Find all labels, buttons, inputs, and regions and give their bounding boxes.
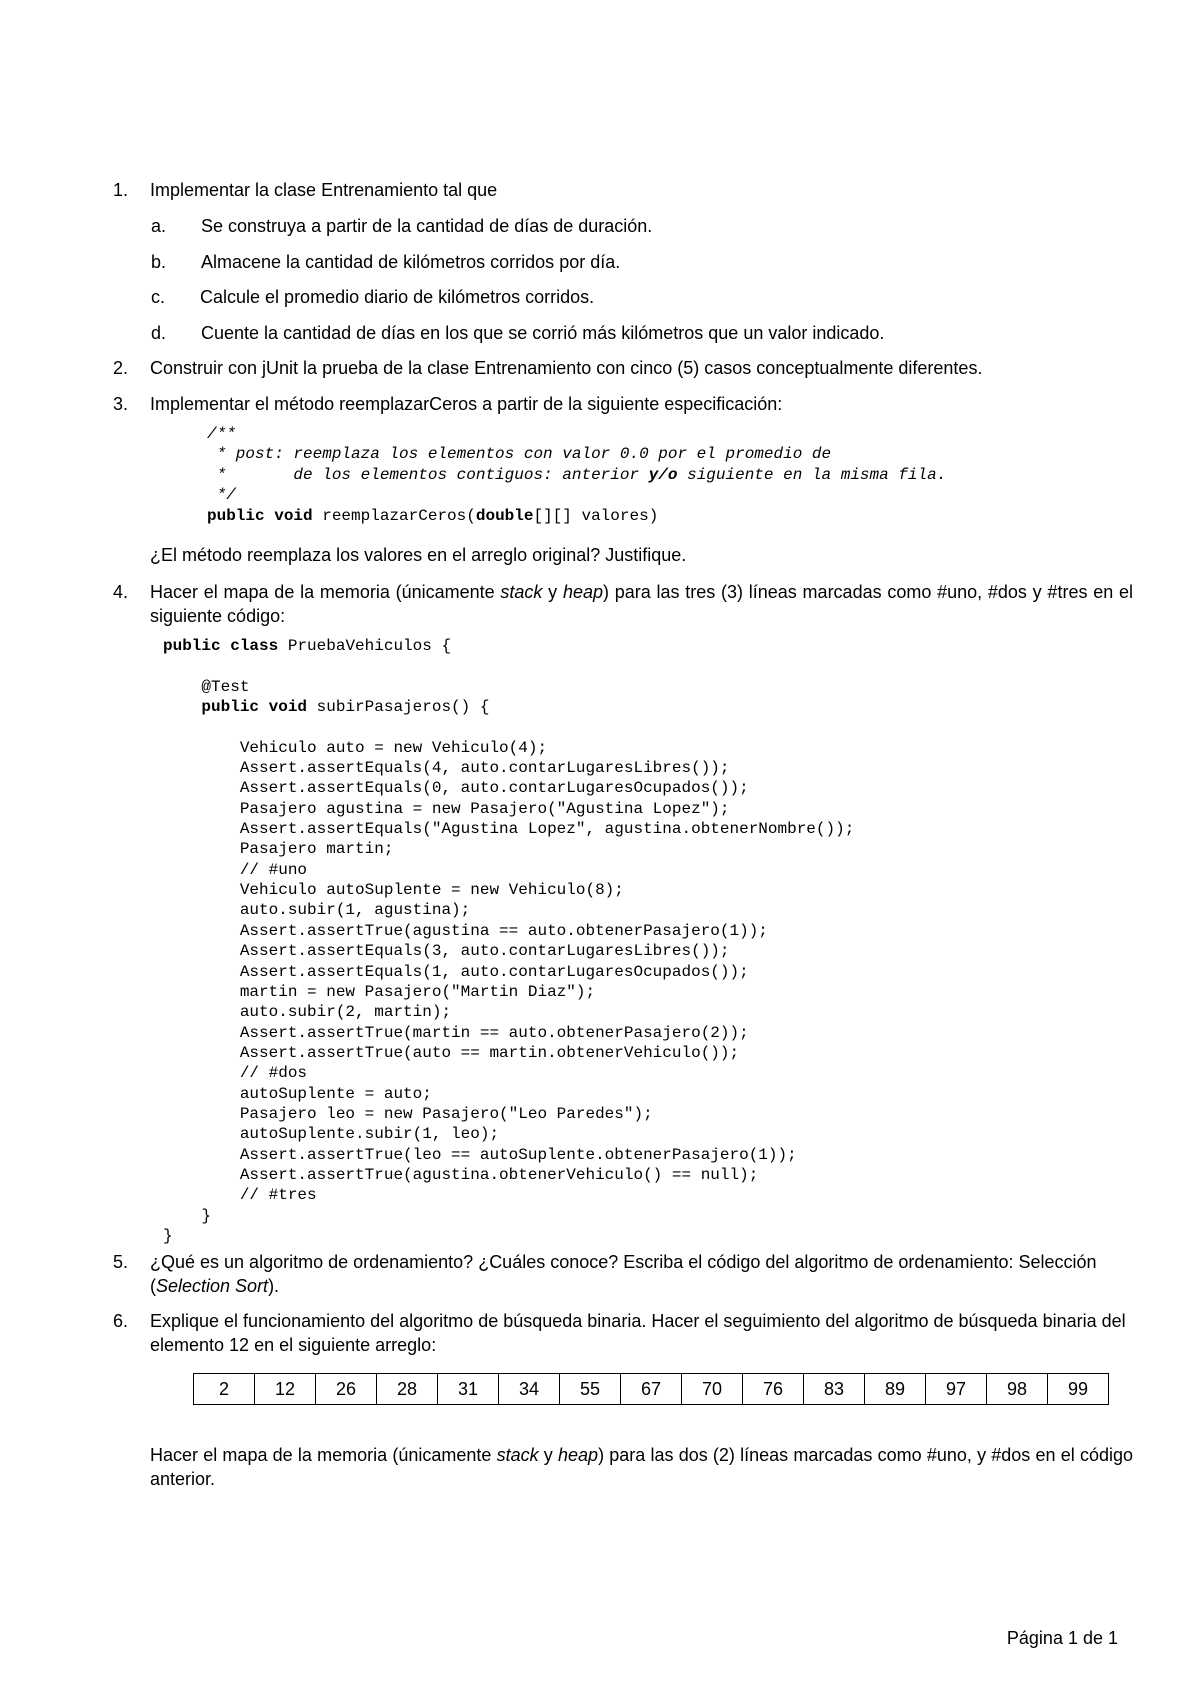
array-cell: 83	[804, 1374, 865, 1405]
code-line: * de los elementos contiguos: anterior y/o siguiente en la misma fila.	[207, 465, 947, 484]
array-cell: 76	[743, 1374, 804, 1405]
question-3-followup: ¿El método reemplaza los valores en el arreglo original? Justifique.	[150, 545, 687, 565]
question-number: 2.	[113, 358, 129, 378]
emphasis: stack	[496, 1445, 539, 1465]
text-part: y	[542, 582, 563, 602]
code-signature: public void reemplazarCeros(double[][] valores)	[207, 506, 659, 525]
question-number: 4.	[113, 582, 129, 602]
text-part: ¿Qué es un algoritmo de ordenamiento? ¿Cuáles conoce? Escriba el código del algoritmo de ordenamiento: Selección (	[150, 1252, 1097, 1296]
question-number: 1.	[113, 180, 129, 200]
array-cell: 89	[865, 1374, 926, 1405]
array-cell: 98	[987, 1374, 1048, 1405]
sub-item-d	[151, 321, 884, 345]
sub-item-text: Se construya a partir de la cantidad de días de duración.	[201, 216, 653, 236]
code-line: */	[207, 486, 236, 505]
sub-item-b	[151, 250, 620, 274]
emphasis: stack	[500, 582, 543, 602]
array-cell: 67	[621, 1374, 682, 1405]
text-part: ) para las tres (3) líneas marcadas como #uno, #dos y #tres en el siguiente código:	[150, 582, 1133, 626]
sub-item-letter: d.	[151, 323, 167, 343]
array-cell: 55	[560, 1374, 621, 1405]
sub-item-letter: a.	[151, 216, 167, 236]
sub-item-text: Cuente la cantidad de días en los que se corrió más kilómetros que un valor indicado.	[201, 323, 885, 343]
question-text	[150, 580, 1133, 628]
text-part: Hacer el mapa de la memoria (únicamente	[150, 582, 501, 602]
question-text: Explique el funcionamiento del algoritmo de búsqueda binaria. Hacer el seguimiento del algoritmo de búsqueda binaria del elemento 12 en el siguiente arreglo:	[150, 1311, 1126, 1355]
array-cell: 31	[438, 1374, 499, 1405]
sub-item-letter: b.	[151, 252, 167, 272]
array-cell: 70	[682, 1374, 743, 1405]
test-code-block: public class PruebaVehiculos { @Test public void subirPasajeros() { Vehiculo auto = new Vehiculo(4); Assert.assertEquals(4, auto.contarLugaresLibres()); Assert.assertEquals(0, auto.contarLugaresOcupados()); Pasajero agustina = new Pasajero("Agustina Lopez"); Assert.assertEquals("Agustina Lopez", agustina.obtenerNombre()); Pasajero martin; // #uno Vehiculo autoSuplente = new Vehiculo(8); auto.subir(1, agustina); Assert.assertTrue(agustina == auto.obtenerPasajero(1)); Assert.assertEquals(3, auto.contarLugaresLibres()); Assert.assertEquals(1, auto.contarLugaresOcupados()); martin = new Pasajero("Martin Diaz"); auto.subir(2, martin); Assert.assertTrue(martin == auto.obtenerPasajero(2)); Assert.assertTrue(auto == martin.obtenerVehiculo()); // #dos autoSuplente = auto; Pasajero leo = new Pasajero("Leo Paredes"); autoSuplente.subir(1, leo); Assert.assertTrue(leo == autoSuplente.obtenerPasajero(1)); Assert.assertTrue(agustina.obtenerVehiculo() == null); // #tres } }	[163, 637, 855, 1245]
question-text	[150, 1250, 1133, 1298]
array-cell: 97	[926, 1374, 987, 1405]
array-cell: 26	[316, 1374, 377, 1405]
question-text: Implementar la clase Entrenamiento tal que	[150, 180, 498, 200]
sub-item-text: Calcule el promedio diario de kilómetros corridos.	[200, 287, 595, 307]
text-part: y	[538, 1445, 559, 1465]
question-number: 3.	[113, 394, 129, 414]
text-part: ) para las dos (2) líneas marcadas como #uno, y #dos en el código anterior.	[150, 1445, 1133, 1489]
array-cell: 28	[377, 1374, 438, 1405]
question-6-followup	[150, 1443, 1133, 1491]
sub-item-text: Almacene la cantidad de kilómetros corridos por día.	[201, 252, 621, 272]
question-number: 6.	[113, 1311, 129, 1331]
array-table	[193, 1373, 1109, 1405]
array-cell: 34	[499, 1374, 560, 1405]
question-text: Implementar el método reemplazarCeros a partir de la siguiente especificación:	[150, 394, 783, 414]
emphasis: Selection Sort	[156, 1276, 269, 1296]
code-line: /**	[207, 425, 236, 443]
sub-item-a	[151, 214, 652, 238]
array-cell: 99	[1048, 1374, 1109, 1405]
page-footer: Página 1 de 1	[1006, 1628, 1118, 1648]
emphasis: heap	[562, 582, 603, 602]
text-part: Hacer el mapa de la memoria (únicamente	[150, 1445, 497, 1465]
array-cell: 2	[194, 1374, 255, 1405]
question-text: Construir con jUnit la prueba de la clase Entrenamiento con cinco (5) casos conceptualmente diferentes.	[150, 358, 983, 378]
text-part: ).	[268, 1276, 280, 1296]
array-row	[194, 1374, 1109, 1405]
question-number: 5.	[113, 1252, 129, 1272]
spec-code-block	[207, 424, 946, 526]
sub-item-c	[151, 285, 594, 309]
code-line: * post: reemplaza los elementos con valor 0.0 por el promedio de	[207, 445, 832, 464]
emphasis: heap	[558, 1445, 599, 1465]
array-cell: 12	[255, 1374, 316, 1405]
sub-item-letter: c.	[151, 287, 166, 307]
